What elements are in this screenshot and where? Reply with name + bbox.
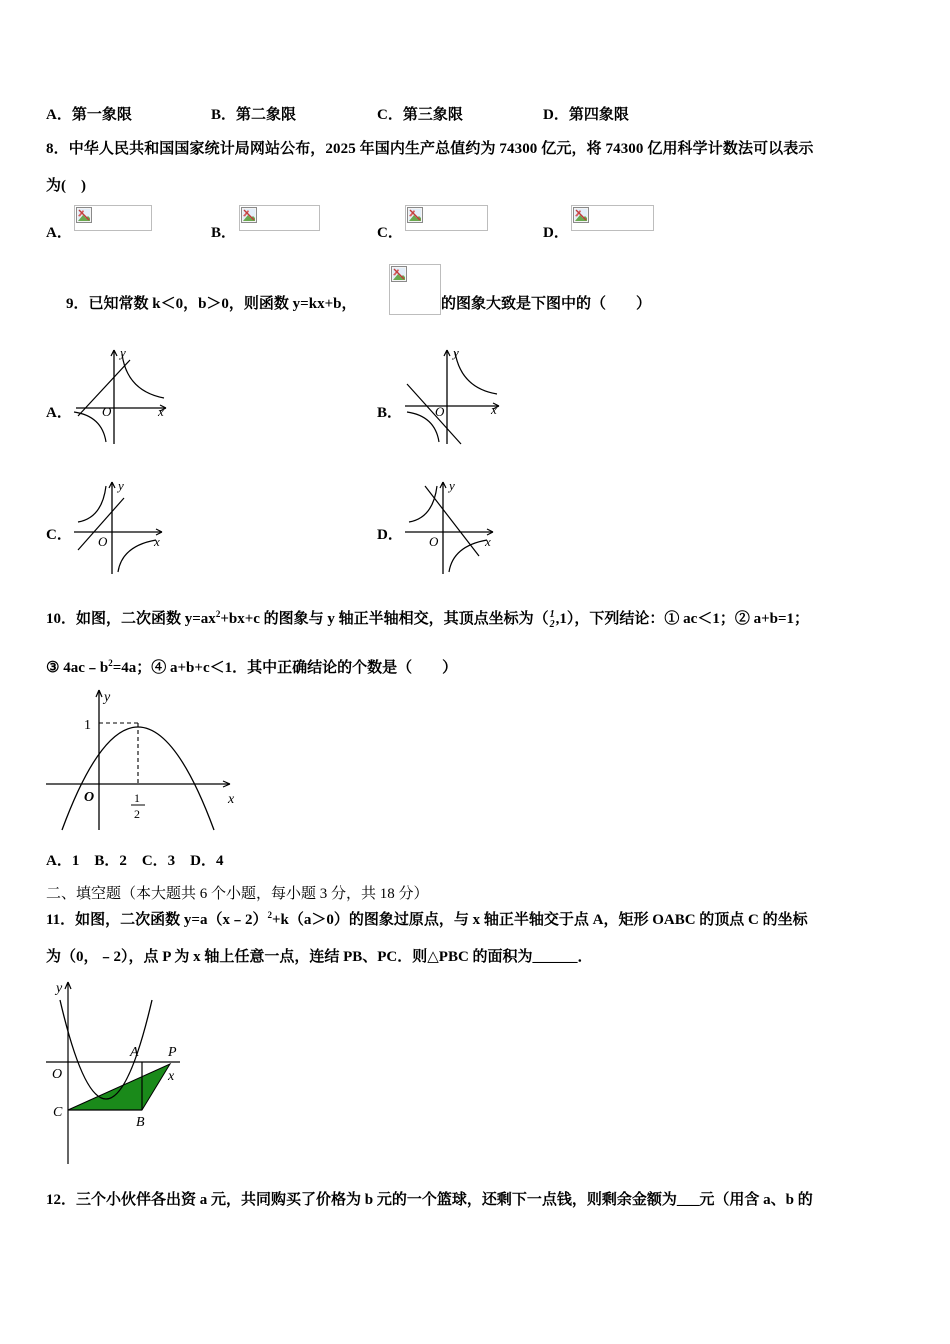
q12-stem-line1: 12．三个小伙伴各出资 a 元，共同购买了价格为 b 元的一个篮球，还剩下一点钱，则剩余金额为___元（用含 a、b 的 bbox=[46, 1192, 813, 1208]
y-axis-label: y bbox=[104, 690, 111, 705]
q8-option-a-image bbox=[74, 205, 152, 231]
tick-half-numerator: 1 bbox=[134, 791, 140, 805]
point-a-label: A bbox=[130, 1045, 139, 1060]
q9-graph-a bbox=[72, 346, 170, 446]
point-b-label: B bbox=[136, 1115, 145, 1130]
hyperbola-branch-1 bbox=[409, 486, 437, 522]
q8-option-a-label: A． bbox=[46, 225, 72, 241]
y-axis-label: y bbox=[56, 981, 63, 996]
q11-stem-part1: 11．如图，二次函数 y=a（x﹣2） bbox=[46, 912, 268, 928]
fraction-numerator: 1 bbox=[549, 608, 555, 620]
q9-option-c-label: C． bbox=[46, 527, 72, 543]
q10-stem-part2: +bx+c 的图象与 y 轴正半轴相交，其顶点坐标为（ bbox=[220, 611, 549, 627]
point-c-label: C bbox=[53, 1105, 63, 1120]
q9-graph-d bbox=[403, 478, 497, 576]
q10-stem-line2 bbox=[46, 656, 457, 677]
q10-stem-part5: =4a；④ a+b+c＜1．其中正确结论的个数是（ ） bbox=[112, 660, 458, 676]
tick-half-denominator: 2 bbox=[134, 807, 140, 821]
superscript-2: 2 bbox=[267, 910, 272, 920]
x-axis-label: x bbox=[168, 1069, 175, 1084]
q7-option-a: A．第一象限 bbox=[46, 107, 132, 123]
origin-label: O bbox=[435, 404, 445, 419]
origin-label: O bbox=[52, 1067, 63, 1082]
q9-stem-prefix: 9．已知常数 k＜0，b＞0，则函数 y=kx+b， bbox=[66, 296, 357, 312]
triangle-pbc bbox=[68, 1064, 170, 1110]
broken-image-icon bbox=[407, 207, 423, 223]
q11-graph bbox=[44, 978, 186, 1168]
q9-option-b-label: B． bbox=[377, 405, 403, 421]
q7-option-b: B．第二象限 bbox=[211, 107, 297, 123]
x-label: x bbox=[485, 534, 491, 549]
origin-label: O bbox=[102, 404, 112, 419]
q9-graph-b bbox=[403, 346, 503, 446]
broken-image-icon bbox=[573, 207, 589, 223]
q9-option-d-label: D． bbox=[377, 527, 403, 543]
q10-stem-part3: ,1），下列结论：① ac＜1；② a+b=1； bbox=[555, 611, 810, 627]
broken-image-icon bbox=[391, 266, 407, 282]
superscript-2: 2 bbox=[108, 658, 113, 668]
q9-option-a-label: A． bbox=[46, 405, 72, 421]
q8-option-c-image bbox=[405, 205, 488, 231]
y-label: y bbox=[118, 478, 124, 493]
q8-option-b-label: B． bbox=[211, 225, 237, 241]
q9-stem-suffix: 的图象大致是下图中的（ ） bbox=[441, 296, 652, 312]
point-p-label: P bbox=[168, 1045, 177, 1060]
y-label: y bbox=[453, 346, 459, 360]
origin-label: O bbox=[84, 790, 95, 805]
q8-option-d-image bbox=[571, 205, 654, 231]
broken-image-icon bbox=[241, 207, 257, 223]
origin-label: O bbox=[429, 534, 439, 549]
q8-option-b-image bbox=[239, 205, 320, 231]
q9-formula-image bbox=[389, 264, 441, 315]
x-label: x bbox=[158, 404, 164, 419]
x-label: x bbox=[154, 534, 160, 549]
x-axis-label: x bbox=[228, 792, 235, 807]
q7-option-c: C．第三象限 bbox=[377, 107, 463, 123]
hyperbola-branch-1 bbox=[78, 486, 106, 522]
hyperbola-branch-1 bbox=[122, 354, 164, 398]
broken-image-icon bbox=[76, 207, 92, 223]
x-label: x bbox=[491, 402, 497, 417]
y-label: y bbox=[120, 346, 126, 360]
q11-stem-line2: 为（0，﹣2），点 P 为 x 轴上任意一点，连结 PB、PC．则△PBC 的面积为______． bbox=[46, 949, 593, 965]
q10-stem-line1 bbox=[46, 607, 809, 630]
superscript-2: 2 bbox=[215, 609, 221, 619]
q8-stem-line1: 8．中华人民共和国国家统计局网站公布，2025 年国内生产总值约为 74300 亿元，将 74300 亿用科学计数法可以表示 bbox=[46, 141, 814, 157]
section-heading-fill-in: 二、填空题（本大题共 6 个小题，每小题 3 分，共 18 分） bbox=[46, 886, 429, 902]
q11-stem-line1 bbox=[46, 908, 808, 929]
q8-option-d-label: D． bbox=[543, 225, 569, 241]
tick-label-1: 1 bbox=[84, 718, 91, 733]
vertex-fraction bbox=[550, 610, 555, 630]
hyperbola-branch-1 bbox=[455, 352, 497, 394]
q10-stem-part1: 10．如图，二次函数 y=ax bbox=[46, 611, 216, 627]
q7-option-d: D．第四象限 bbox=[543, 107, 629, 123]
q8-option-c-label: C． bbox=[377, 225, 403, 241]
fraction-denominator: 2 bbox=[549, 618, 555, 630]
q10-stem-part4: ③ 4ac﹣b bbox=[46, 660, 109, 676]
origin-label: O bbox=[98, 534, 108, 549]
q9-graph-c bbox=[72, 478, 166, 576]
hyperbola-branch-2 bbox=[118, 540, 156, 572]
q8-stem-line2: 为( ) bbox=[46, 178, 86, 194]
hyperbola-branch-2 bbox=[449, 540, 487, 572]
q11-stem-part2: +k（a＞0）的图象过原点，与 x 轴正半轴交于点 A，矩形 OABC 的顶点 C 的坐标 bbox=[271, 912, 808, 928]
y-label: y bbox=[449, 478, 455, 493]
q10-parabola-graph bbox=[44, 684, 244, 834]
q10-answer-options: A．1 B．2 C．3 D．4 bbox=[46, 853, 224, 869]
